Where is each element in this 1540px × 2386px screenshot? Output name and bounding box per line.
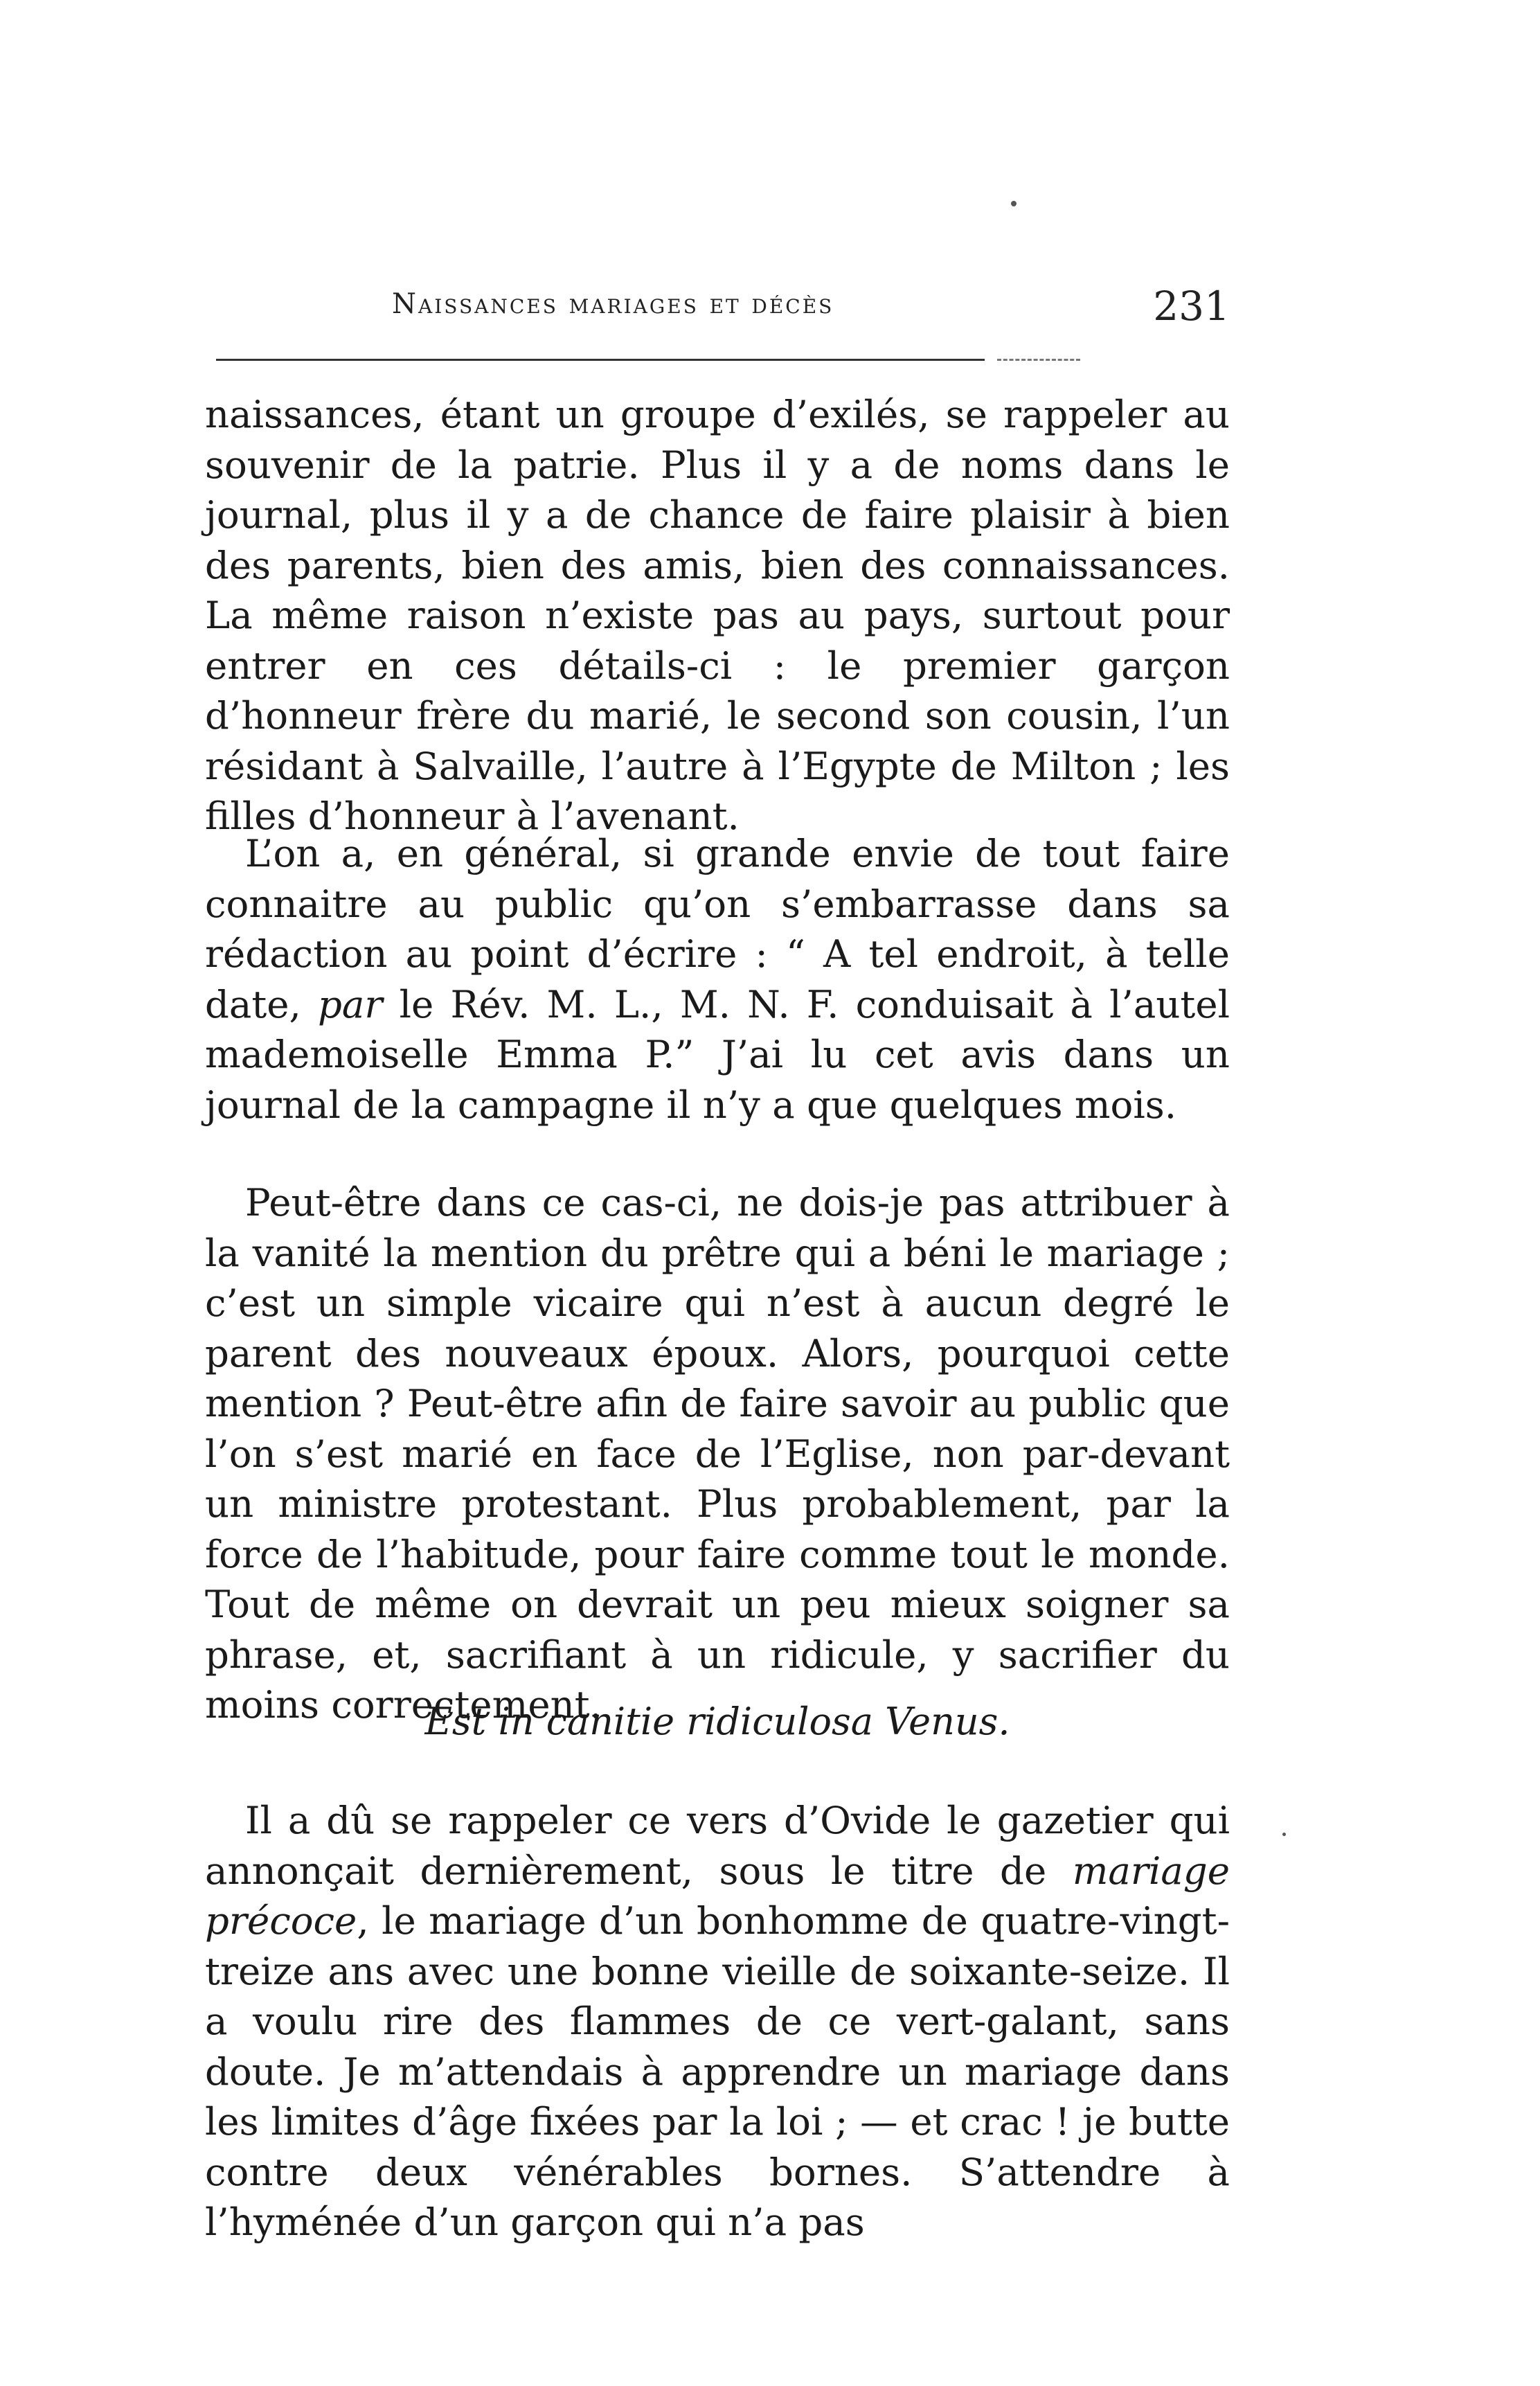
paragraph-3 [205, 1177, 1230, 1730]
paragraph-text-part: Il a dû se rappeler ce vers d’Ovide le gazetier qui annonçait dernièrement, sous le titre de [205, 1798, 1230, 1893]
header-rule-tail [997, 359, 1080, 361]
paragraph-text-part: L’on a, en général, si grande envie de tout faire connaitre au public qu’on s’embarrasse dans sa rédaction au point d’écrire : “ A tel endroit, à telle date, [205, 831, 1230, 1026]
paragraph-text [205, 828, 1230, 1130]
page-number: 231 [1153, 283, 1230, 330]
ink-speck [1011, 201, 1017, 206]
paragraph-1 [205, 389, 1230, 842]
latin-quotation: Est in canitie ridiculosa Venus. [424, 1700, 1010, 1743]
paragraph-text: Peut-être dans ce cas-ci, ne dois-je pas attribuer à la vanité la mention du prêtre qui a béni le mariage ; c’est un simple vicaire qui n’est à aucun degré le parent des nouveaux époux. Alors, pourquoi cette mention ? Peut-être afin de faire savoir au public que l’on s’est marié en face de l’Eglise, non par-devant un ministre protestant. Plus probablement, par la force de l’habitude, pour faire comme tout le monde. Tout de même on devrait un peu mieux soigner sa phrase, et, sacrifiant à un ridicule, y sacrifier du moins correctement. [205, 1180, 1230, 1727]
page-header [205, 283, 1230, 331]
paragraph-text-part: le Rév. M. L., M. N. F. conduisait à l’autel mademoiselle Emma P.” J’ai lu cet avis dans un journal de la campagne il n’y a que quelques mois. [205, 981, 1230, 1127]
paragraph-text: naissances, étant un groupe d’exilés, se rappeler au souvenir de la patrie. Plus il y a de noms dans le journal, plus il y a de chance de faire plaisir à bien des parents, bien des amis, bien des connaissances. La même raison n’existe pas au pays, surtout pour entrer en ces détails-ci : le premier garçon d’honneur frère du marié, le second son cousin, l’un résidant à Salvaille, l’autre à l’Egypte de Milton ; les filles d’honneur à l’avenant. [205, 392, 1230, 838]
paragraph-text-part: , le mariage d’un bonhomme de quatre-vingt-treize ans avec une bonne vieille de soixante-seize. Il a voulu rire des flammes de ce vert-galant, sans doute. Je m’attendais à apprendre un mariage dans les limites d’âge fixées par la loi ; — et crac ! je butte contre deux vénérables bornes. S’attendre à l’hyménée d’un garçon qui n’a pas [205, 1898, 1230, 2244]
paragraph-2 [205, 828, 1230, 1130]
header-rule [216, 359, 985, 361]
running-title: Naissances mariages et décès [392, 288, 834, 320]
ink-speck [1282, 1833, 1286, 1836]
paragraph-text [205, 1795, 1230, 2247]
italic-phrase: mariage précoce [205, 1848, 1230, 1943]
paragraph-4 [205, 1795, 1230, 2247]
italic-word: par [318, 981, 383, 1026]
